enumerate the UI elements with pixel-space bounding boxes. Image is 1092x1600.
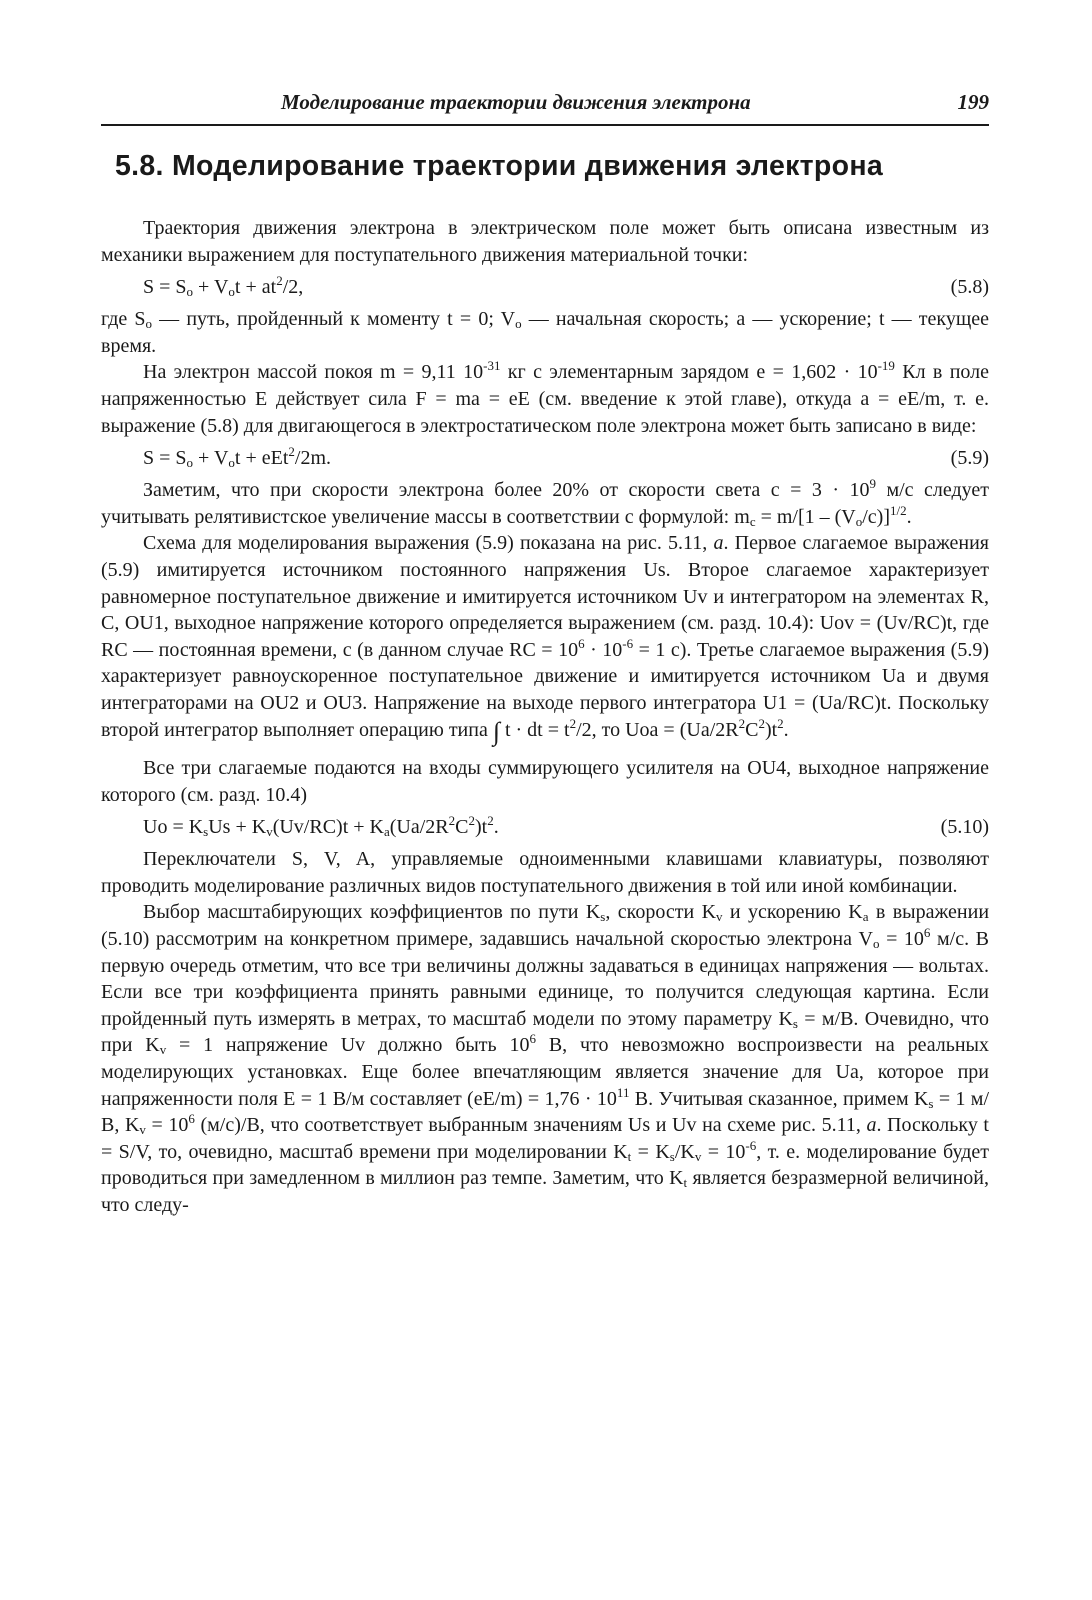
body-text xyxy=(101,215,989,1219)
paragraph-definitions: где $S_o$ — путь, пройденный к моменту t = 0; $V_o$ — начальная скорость; a — ускорение; t — текущее время. xyxy=(101,308,990,357)
running-head xyxy=(101,90,989,124)
equation-5-8-formula: $S = S_o + V_ot + at^2/2$, xyxy=(143,273,304,300)
paragraph-gap xyxy=(101,745,989,755)
equation-5-8-number: (5.8) xyxy=(950,276,989,299)
equation-5-9-number: (5.9) xyxy=(950,447,989,470)
header-rule xyxy=(101,124,989,126)
paragraph-scaling: Выбор масштабирующих коэффициентов по пути $K_s$, скорости $K_v$ и ускорению $K_a$ в выражении (5.10) рассмотрим на конкретном примере, задавшись начальной скоростью электрона $V_o = 10^6$ м/с. В первую очередь отметим, что все три величины должны задаваться в единицах напряжения — вольтах. Если все три коэффициента принять равными единице, то получится следующая картина. Если пройденный путь измерять в метрах, то масштаб модели по этому параметру $K_s = м/В$. Очевидно, что при $K_v = 1$ напряжение Uv должно быть $10^6$ В, что невозможно воспроизвести на реальных моделирующих установках. Еще более впечатляющим является значение для Ua, которое при напряженности поля E = 1 В/м составляет $(eE/m) = 1,76 \cdot 10^{11}$ В. Учитывая сказанное, примем $K_s = 1$ м/В, $K_v = 10^6$ (м/с)/В, что соответствует выбранным значениям Us и Uv на схеме рис. 5.11, a. Поскольку t = S/V, то, очевидно, масштаб времени при моделировании $K_t = K_s/K_v = 10^{-6}$, т. е. моделирование будет проводиться при замедленном в миллион раз темпе. Заметим, что $K_t$ является безразмерной величиной, что следу- xyxy=(101,901,990,1216)
equation-5-8 xyxy=(101,268,989,306)
paragraph-schema: Схема для моделирования выражения (5.9) показана на рис. 5.11, a. Первое слагаемое выражения (5.9) имитируется источником постоянного напряжения Us. Второе слагаемое характеризует равномерное поступательное движение и имитируется источником Uv и интегратором на элементах R, C, OU1, выходное напряжение которого определяется выражением (см. разд. 10.4): Uov = (Uv/RC)t, где RC — постоянная времени, с (в данном случае RC = $10^6 \cdot 10^{-6} = 1$ с). Третье слагаемое выражения (5.9) характеризует равноускоренное поступательное движение и имитируется источником Ua и двумя интеграторами на OU2 и OU3. Напряжение на выходе первого интегратора U1 = (Ua/RC)t. Поскольку второй интегратор выполняет операцию типа ∫ t · dt = $t^2/2$, то Uoa = $(Ua/2R^2C^2)t^2$. xyxy=(101,532,990,746)
paragraph-intro: Траектория движения электрона в электрическом поле может быть описана известным из механики выражением для поступательного движения материальной точки: xyxy=(101,217,989,266)
equation-5-9 xyxy=(101,439,989,477)
paragraph-electron-force: На электрон массой покоя m = 9,11 $10^{-31}$ кг с элементарным зарядом $e = 1,602 \cdot 10^{-19}$ Кл в поле напряженностью E действует сила F = ma = eE (см. введение к этой главе), откуда a = eE/m, т. е. выражение (5.8) для двигающегося в электростатическом поле электрона может быть записано в виде: xyxy=(101,358,990,437)
equation-5-10 xyxy=(101,808,989,846)
running-head-title: Моделирование траектории движения электрона xyxy=(281,90,751,114)
page-number: 199 xyxy=(957,90,989,114)
equation-5-10-number: (5.10) xyxy=(940,816,989,839)
equation-5-10-formula: $Uo = K_sUs + K_v(Uv/RC)t + K_a(Ua/2R^2C^2)t^2$. xyxy=(143,813,499,840)
paragraph-switches: Переключатели S, V, A, управляемые одноименными клавишами клавиатуры, позволяют проводить моделирование различных видов поступательного движения в той или иной комбинации. xyxy=(101,848,989,897)
equation-5-9-formula: $S = S_o + V_ot + eEt^2/2m$. xyxy=(143,444,332,471)
section-title: 5.8. Моделирование траектории движения электрона xyxy=(115,150,884,182)
paragraph-summing-amplifier: Все три слагаемые подаются на входы суммирующего усилителя на OU4, выходное напряжение которого (см. разд. 10.4) xyxy=(101,757,989,806)
paragraph-relativistic: Заметим, что при скорости электрона более 20% от скорости света $c = 3 \cdot 10^9$ м/с следует учитывать релятивистское увеличение массы в соответствии с формулой: $m_c = m/[1 - (V_o/c)]^{1/2}$. xyxy=(101,476,989,529)
